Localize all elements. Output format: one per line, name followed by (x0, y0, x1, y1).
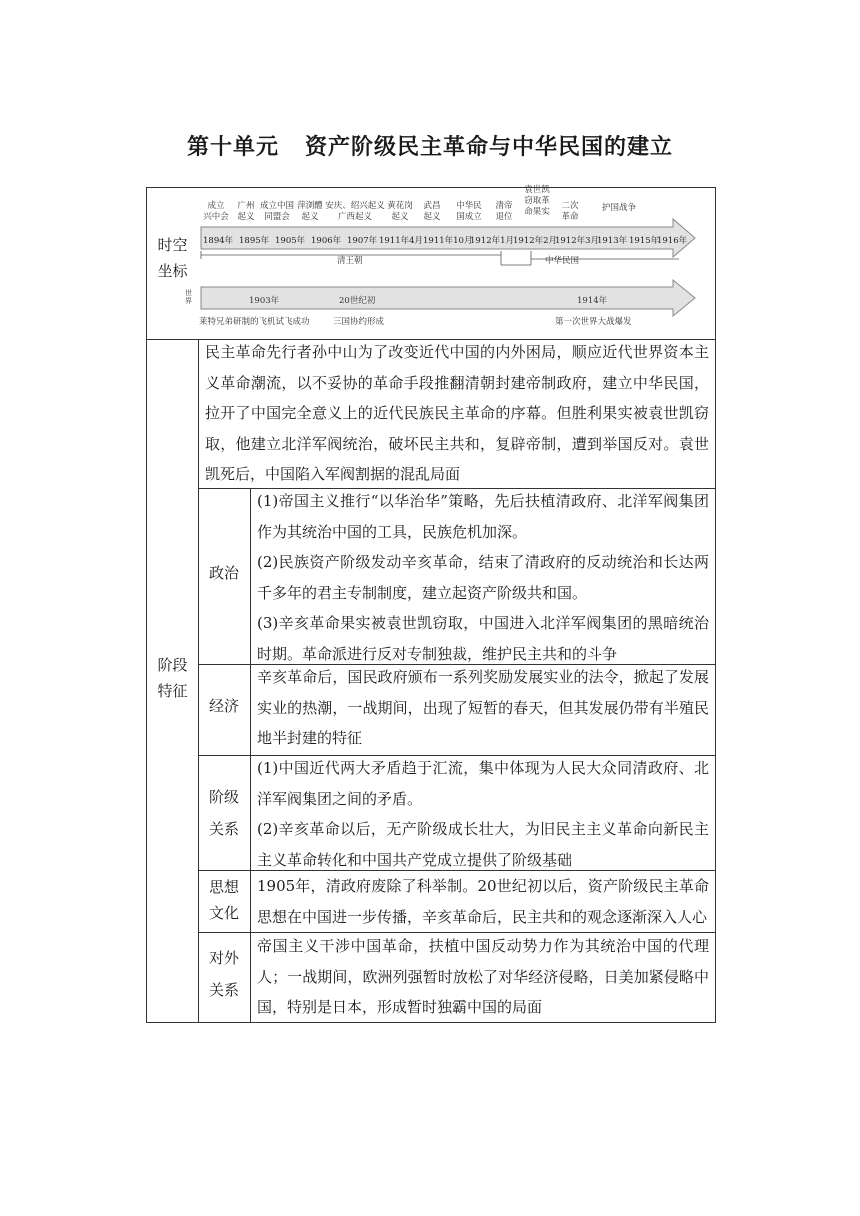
year-label: 1907年 (347, 236, 378, 246)
class-text (257, 753, 709, 875)
politics-text (257, 486, 709, 669)
unit-title: 资产阶级民主革命与中华民国的建立 (305, 135, 674, 160)
event-label: 安庆、绍兴起义 广西起义 (325, 201, 385, 222)
event-label: 二次 革命 (561, 201, 579, 222)
event-label: 黄花岗 起义 (387, 201, 413, 222)
politics-label: 政治 (208, 564, 239, 582)
event-label: 成立中国 同盟会 (259, 201, 294, 222)
class-item: (1)中国近代两大矛盾趋于汇流，集中体现为人民大众同清政府、北洋军阀集团之间的矛盾。 (257, 759, 709, 808)
foreign-label: 对外 关系 (208, 949, 239, 999)
world-label: 世界 (185, 289, 192, 305)
era-roc: 中华民国 (545, 256, 580, 266)
year-label: 1911年10月 (423, 236, 473, 246)
year-label: 1911年4月 (379, 236, 424, 246)
overview-table (146, 187, 716, 1023)
world-event: 莱特兄弟研制的飞机试飞成功 (199, 317, 310, 327)
year-label: 1913年 (597, 236, 628, 246)
politics-item: (3)辛亥革命果实被袁世凯窃取，中国进入北洋军阀集团的黑暗统治时期。革命派进行反对专制独裁，维护民主共和的斗争 (257, 614, 709, 663)
world-year: 20世纪初 (339, 296, 376, 306)
year-label: 1894年 (203, 236, 234, 246)
year-label: 1916年 (657, 236, 688, 246)
politics-item: (1)帝国主义推行“以华治华”策略，先后扶植清政府、北洋军阀集团作为其统治中国的工具，民族危机加深。 (257, 492, 709, 541)
foreign-text: 帝国主义干涉中国革命，扶植中国反动势力作为其统治中国的代理人；一战期间，欧洲列强暂时放松了对华经济侵略，日美加紧侵略中国，特别是日本，形成暂时独霸中国的局面 (257, 937, 709, 1016)
stage-label: 阶段 特征 (157, 656, 188, 700)
politics-item: (2)民族资产阶级发动辛亥革命，结束了清政府的反动统治和长达两千多年的君主专制制度，建立起资产阶级共和国。 (257, 553, 709, 602)
event-label: 萍浏醴 起义 (297, 201, 323, 222)
class-item: (2)辛亥革命以后，无产阶级成长壮大，为旧民主主义革命向新民主主义革命转化和中国共产党成立提供了阶级基础 (257, 820, 709, 869)
stage-summary: 民主革命先行者孙中山为了改变近代中国的内外困局，顺应近代世界资本主义革命潮流，以不妥协的革命手段推翻清朝封建帝制政府，建立中华民国，拉开了中国完全意义上的近代民族民主革命的序幕。但胜利果实被袁世凯窃取，他建立北洋军阀统治，破坏民主共和，复辟帝制，遭到举国反对。袁世凯死后，中国陷入军阀割据的混乱局面 (205, 343, 709, 483)
event-label: 中华民 国成立 (456, 201, 482, 222)
thought-text: 1905年，清政府废除了科举制。20世纪初以后，资产阶级民主革命思想在中国进一步传播，辛亥革命后，民主共和的观念逐渐深入人心 (257, 877, 709, 926)
economy-text: 辛亥革命后，国民政府颁布一系列奖励发展实业的法令，掀起了发展实业的热潮，一战期间，出现了短暂的春天，但其发展仍带有半殖民地半封建的特征 (257, 668, 709, 747)
world-event: 三国协约形成 (333, 317, 385, 327)
timeline-chart (185, 185, 715, 327)
year-label: 1912年1月 (470, 236, 515, 246)
era-qing: 清王朝 (337, 256, 363, 266)
page-title (0, 130, 860, 161)
economy-label: 经济 (208, 697, 239, 715)
year-label: 1912年2月 (513, 236, 558, 246)
event-label: 清帝 退位 (495, 201, 513, 222)
world-event: 第一次世界大战爆发 (555, 317, 632, 327)
year-label: 1915年 (629, 236, 660, 246)
class-label: 阶级 关系 (208, 788, 239, 838)
year-label: 1906年 (311, 236, 342, 246)
event-label: 护国战争 (601, 203, 636, 213)
unit-number: 第十单元 (186, 135, 279, 160)
world-year: 1914年 (577, 296, 608, 306)
year-label: 1905年 (275, 236, 306, 246)
year-label: 1912年3月 (555, 236, 600, 246)
event-label: 广州 起义 (237, 201, 255, 222)
event-label: 袁世凯 窃取革 命果实 (524, 185, 550, 217)
year-label: 1895年 (239, 236, 270, 246)
world-year: 1903年 (249, 296, 280, 306)
thought-label: 思想 文化 (208, 878, 239, 922)
spacetime-label: 时空 坐标 (157, 236, 188, 280)
event-label: 成立 兴中会 (203, 201, 229, 222)
event-label: 武昌 起义 (423, 201, 441, 222)
